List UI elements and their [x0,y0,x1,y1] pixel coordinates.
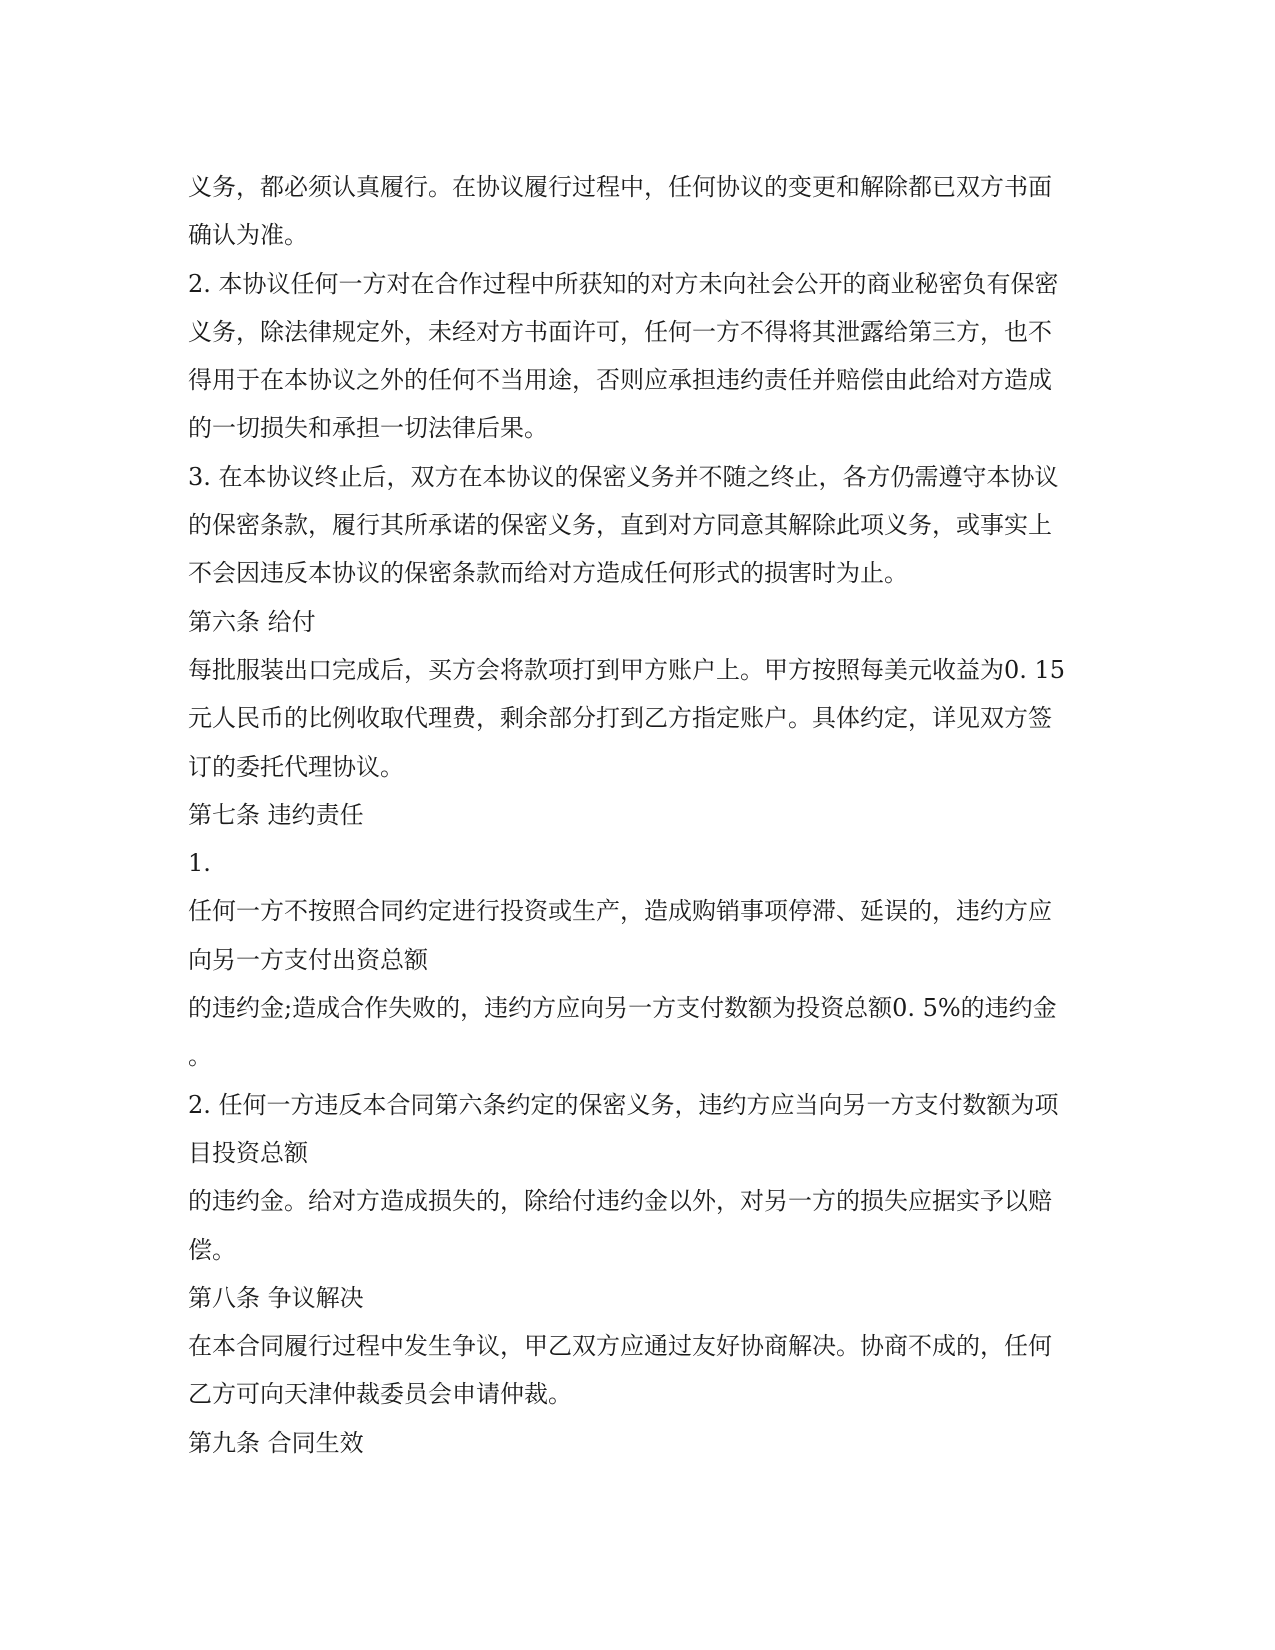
text-line: 2. 本协议任何一方对在合作过程中所获知的对方未向社会公开的商业秘密负有保密 [188,269,1059,298]
text-line: 的保密条款，履行其所承诺的保密义务，直到对方同意其解除此项义务，或事实上 [188,511,1052,540]
text-line: 每批服装出口完成后，买方会将款项打到甲方账户上。甲方按照每美元收益为0. 15 [188,655,1066,684]
section-heading-article-8: 第八条 争议解决 [188,1283,364,1312]
text-line: 在本合同履行过程中发生争议，甲乙双方应通过友好协商解决。协商不成的，任何 [188,1332,1052,1361]
text-line: 订的委托代理协议。 [188,752,404,781]
text-line: 的违约金;造成合作失败的，违约方应向另一方支付数额为投资总额0. 5%的违约金 [188,994,1057,1023]
text-line: 元人民币的比例收取代理费，剩余部分打到乙方指定账户。具体约定，详见双方签 [188,704,1052,733]
text-line: 得用于在本协议之外的任何不当用途，否则应承担违约责任并赔偿由此给对方造成 [188,366,1052,395]
section-heading-article-7: 第七条 违约责任 [188,800,364,829]
text-line: 2. 任何一方违反本合同第六条约定的保密义务，违约方应当向另一方支付数额为项 [188,1090,1059,1119]
text-line: 义务，都必须认真履行。在协议履行过程中，任何协议的变更和解除都已双方书面 [188,173,1052,201]
section-heading-article-9: 第九条 合同生效 [188,1428,364,1457]
text-line: 不会因违反本协议的保密条款而给对方造成任何形式的损害时为止。 [188,559,908,588]
text-line: 3. 在本协议终止后，双方在本协议的保密义务并不随之终止，各方仍需遵守本协议 [188,462,1059,491]
list-marker: 1. [188,849,211,878]
text-line: 。 [188,1042,212,1071]
text-line: 乙方可向天津仲裁委员会申请仲裁。 [188,1380,572,1409]
text-line: 目投资总额 [188,1138,308,1167]
document-body [188,163,1088,1467]
section-heading-article-6: 第六条 给付 [188,607,316,636]
text-line: 任何一方不按照合同约定进行投资或生产，造成购销事项停滞、延误的，违约方应 [188,897,1052,926]
text-line: 偿。 [188,1235,236,1264]
text-line: 的违约金。给对方造成损失的，除给付违约金以外，对另一方的损失应据实予以赔 [188,1187,1052,1216]
text-line: 确认为准。 [188,221,308,250]
text-line: 向另一方支付出资总额 [188,945,428,974]
text-line: 义务，除法律规定外，未经对方书面许可，任何一方不得将其泄露给第三方，也不 [188,317,1052,346]
text-line: 的一切损失和承担一切法律后果。 [188,414,548,443]
